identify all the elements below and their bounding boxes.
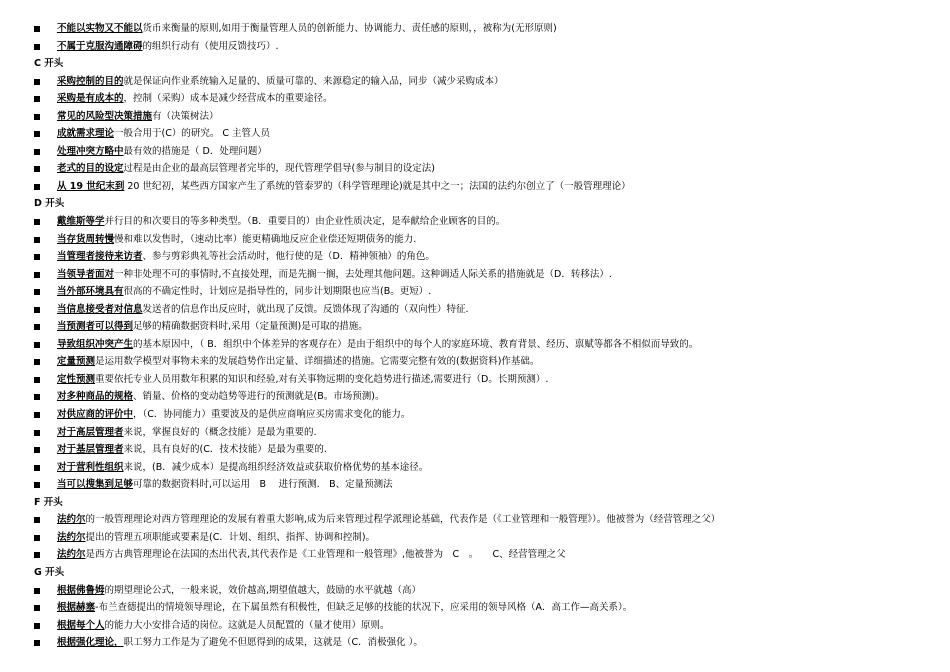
bullet-icon (34, 342, 40, 348)
item-keyword: 采购控制的目的 (57, 75, 124, 87)
section-heading: C 开头 (34, 58, 64, 70)
item-keyword: 根据赫塞 (57, 602, 96, 614)
bullet-icon (34, 237, 40, 243)
item-text: 职工努力工作是为了避免不但愿得到的成果，这就是（C．消极强化 ）。 (123, 637, 423, 649)
item-text: 就是保证向作业系统输入足量的、质量可靠的、来源稳定的输入品，同步（减少采购成本） (123, 75, 504, 87)
list-item (34, 388, 934, 406)
item-keyword: 常见的风险型决策措施 (57, 110, 153, 122)
item-text: 可靠的数据资料时,可以运用 B 进行预测. B、定量预测法 (133, 479, 393, 491)
list-item (34, 424, 934, 442)
item-text: 、销量、价格的变动趋势等进行的预测就是(B。市场预测)。 (133, 391, 385, 403)
item-text: 20 世纪初，某些西方国家产生了系统的管泰罗的（科学管理理论)就是其中之一；法国的法约尔创立了（一般管理理论） (124, 180, 631, 192)
item-keyword: 当领导者面对 (57, 268, 115, 280)
bullet-icon (34, 79, 40, 85)
item-text: 是运用数学模型对事物未来的发展趋势作出定量、详细描述的措施。它需要完整有效的(数据资料)作基础。 (95, 356, 540, 368)
bullet-icon (34, 465, 40, 471)
item-text: 是西方古典管理理论在法国的杰出代表,其代表作是《工业管理和一般管理》,他被誉为 C 。 C、经营管理之父 (85, 549, 566, 561)
list-item (34, 248, 934, 266)
list-item (34, 441, 934, 459)
list-item (34, 125, 934, 143)
bullet-icon (34, 324, 40, 330)
list-item (34, 143, 934, 161)
list-item (34, 546, 934, 564)
item-text: 的基本原因中，（ B．组织中个体差异的客观存在）是由于组织中的每个人的家庭环境、教育背景、经历、禀赋等都各不相似而导致的。 (133, 338, 699, 350)
list-item (34, 353, 934, 371)
item-keyword: 导致组织冲突产生 (57, 338, 134, 350)
item-keyword: 对多种商品的规格 (57, 391, 134, 403)
bullet-icon (34, 535, 40, 541)
item-keyword: 法约尔 (57, 514, 86, 526)
bullet-icon (34, 359, 40, 365)
list-item (34, 38, 934, 56)
list-item (34, 599, 934, 617)
item-text: 来说，(B．减少成本）是提高组织经济效益或获取价格优势的基本途径。 (123, 461, 429, 473)
item-keyword: 法约尔 (57, 549, 86, 561)
bullet-icon (34, 517, 40, 523)
list-item (34, 178, 934, 196)
item-keyword: 根据每个人 (57, 619, 105, 631)
item-keyword: 对于营利性组织 (57, 461, 124, 473)
bullet-icon (34, 307, 40, 313)
list-item (34, 108, 934, 126)
bullet-icon (34, 552, 40, 558)
item-keyword: 采购是有成本的 (57, 93, 124, 105)
list-item (34, 634, 934, 652)
item-text: 的组织行动有（使用反馈技巧）. (142, 40, 279, 52)
item-keyword: 不能以实物又不能以 (57, 23, 143, 34)
bullet-icon (34, 447, 40, 453)
list-item (34, 90, 934, 108)
bullet-icon (34, 114, 40, 120)
item-text: 并行目的和次要目的等多种类型。（B．重要目的）由企业性质决定，是奉献给企业顾客的目的。 (104, 216, 506, 228)
bullet-icon (34, 289, 40, 295)
item-keyword: 法约尔 (57, 531, 86, 543)
bullet-icon (34, 394, 40, 400)
list-item (34, 266, 934, 284)
item-keyword: 定性预测 (57, 373, 96, 385)
bullet-icon (34, 131, 40, 137)
item-text: 的期望理论公式，一般来说，效价越高,期望值越大，鼓励的水平就越（高） (104, 584, 422, 596)
item-text: 慢和难以发售时，（速动比率）能更精确地反应企业偿还短期债务的能力. (114, 233, 417, 245)
item-text: 最有效的措施是（ D．处理问题） (123, 145, 267, 157)
item-text: 重要依托专业人员用数年积累的知识和经验,对有关事物远期的变化趋势进行描述,需要进行（D。长期预测）. (95, 373, 549, 385)
item-text: 很高的不确定性时，计划应是指导性的，同步计划期限也应当(B。更短）. (123, 286, 432, 298)
bullet-icon (34, 640, 40, 646)
list-item (34, 476, 934, 494)
bullet-icon (34, 377, 40, 383)
bullet-icon (34, 184, 40, 190)
item-text: 足够的精确数据资料时,采用（定量预测)是可取的措施。 (133, 321, 368, 333)
item-text: 发送者的信息作出反应时，就出现了反馈。反馈体现了沟通的（双向性）特征. (142, 303, 469, 315)
list-item (34, 318, 934, 336)
item-keyword: 当外部环境具有 (57, 286, 124, 298)
bullet-icon (34, 44, 40, 50)
item-text: 有（决策树法） (152, 110, 219, 122)
bullet-icon (34, 96, 40, 102)
item-keyword: 根据佛鲁姆 (57, 584, 105, 596)
list-item (34, 336, 934, 354)
item-text: -布兰查德提出的情境领导理论，在下属虽然有积极性，但缺乏足够的技能的状况下，应采用的领导风格（A．高工作—高关系）。 (95, 602, 633, 614)
item-keyword: 从 19 世纪末到 (57, 180, 125, 192)
document-body (34, 20, 934, 652)
item-keyword: 不属于克服沟通障碍 (57, 40, 143, 52)
section-heading: F 开头 (34, 496, 63, 508)
item-keyword: 当信息接受者对信息 (57, 303, 143, 315)
section-heading: D 开头 (34, 198, 65, 210)
item-keyword: 根据强化理论， (57, 637, 124, 649)
list-item (34, 301, 934, 319)
item-text: 过程是由企业的最高层管理者完毕的，现代管理学倡导(参与制目的设定法) (123, 163, 435, 175)
list-item (34, 459, 934, 477)
list-item (34, 160, 934, 178)
item-keyword: 戴维斯等学 (57, 216, 105, 228)
item-keyword: 当存货周转慢 (57, 233, 115, 245)
bullet-icon (34, 166, 40, 172)
bullet-icon (34, 26, 40, 32)
item-keyword: 当预测者可以得到 (57, 321, 134, 333)
item-keyword: 老式的目的设定 (57, 163, 124, 175)
section-heading: G 开头 (34, 566, 65, 578)
bullet-icon (34, 623, 40, 629)
list-item (34, 283, 934, 301)
list-item (34, 617, 934, 635)
item-text: 来说，具有良好的(C．技术技能）是最为重要的. (123, 444, 327, 456)
list-item (34, 73, 934, 91)
item-keyword: 处理冲突方略中 (57, 145, 124, 157)
list-item (34, 371, 934, 389)
item-keyword: 对于高层管理者 (57, 426, 124, 438)
list-item (34, 231, 934, 249)
item-text: 一般合用于(C）的研究。 C 主管人员 (114, 128, 271, 140)
list-item (34, 582, 934, 600)
bullet-icon (34, 430, 40, 436)
list-item (34, 20, 934, 38)
item-text: 的一般管理理论对西方管理理论的发展有着重大影响,成为后来管理过程学派理论基础，代表作是（《工业管理和一般管理》）。他被誉为（经营管理之父） (85, 514, 721, 526)
item-text: 、参与剪彩典礼等社会活动时，他行使的是（D．精神领袖）的角色。 (142, 251, 435, 263)
list-item (34, 406, 934, 424)
bullet-icon (34, 219, 40, 225)
list-item (34, 511, 934, 529)
item-keyword: 对供应商的评价中 (57, 409, 134, 421)
bullet-icon (34, 272, 40, 278)
bullet-icon (34, 412, 40, 418)
item-text: ，（C．协同能力）重要波及的是供应商响应买房需求变化的能力。 (133, 409, 411, 421)
item-keyword: 当可以搜集到足够 (57, 479, 134, 491)
item-text: 提出的管理五项职能或要素是(C．计划、组织、指挥、协调和控制)。 (85, 531, 376, 543)
item-text: 的能力大小安排合适的岗位。这就是人员配置的（量才使用）原则。 (104, 619, 390, 631)
item-text: ，控制（采购）成本是减少经营成本的重要途径。 (123, 93, 333, 105)
bullet-icon (34, 149, 40, 155)
bullet-icon (34, 605, 40, 611)
bullet-icon (34, 482, 40, 488)
item-keyword: 定量预测 (57, 356, 96, 368)
bullet-icon (34, 254, 40, 260)
list-item (34, 529, 934, 547)
bullet-icon (34, 588, 40, 594)
item-text: 来说，掌握良好的（概念技能）是最为重要的. (123, 426, 317, 438)
list-item (34, 213, 934, 231)
item-keyword: 对于基层管理者 (57, 444, 124, 456)
item-text: 货币来衡量的原则,如用于衡量管理人员的创新能力、协调能力、责任感的原则，，被称为(无形原则) (142, 23, 557, 34)
item-text: 一种非处理不可的事情时,不直接处理，而是先搁一搁，去处理其他问题。这种调适人际关系的措施就是（D．转移法）. (114, 268, 612, 280)
item-keyword: 当管理者接待来访者 (57, 251, 143, 263)
item-keyword: 成就需求理论 (57, 128, 115, 140)
